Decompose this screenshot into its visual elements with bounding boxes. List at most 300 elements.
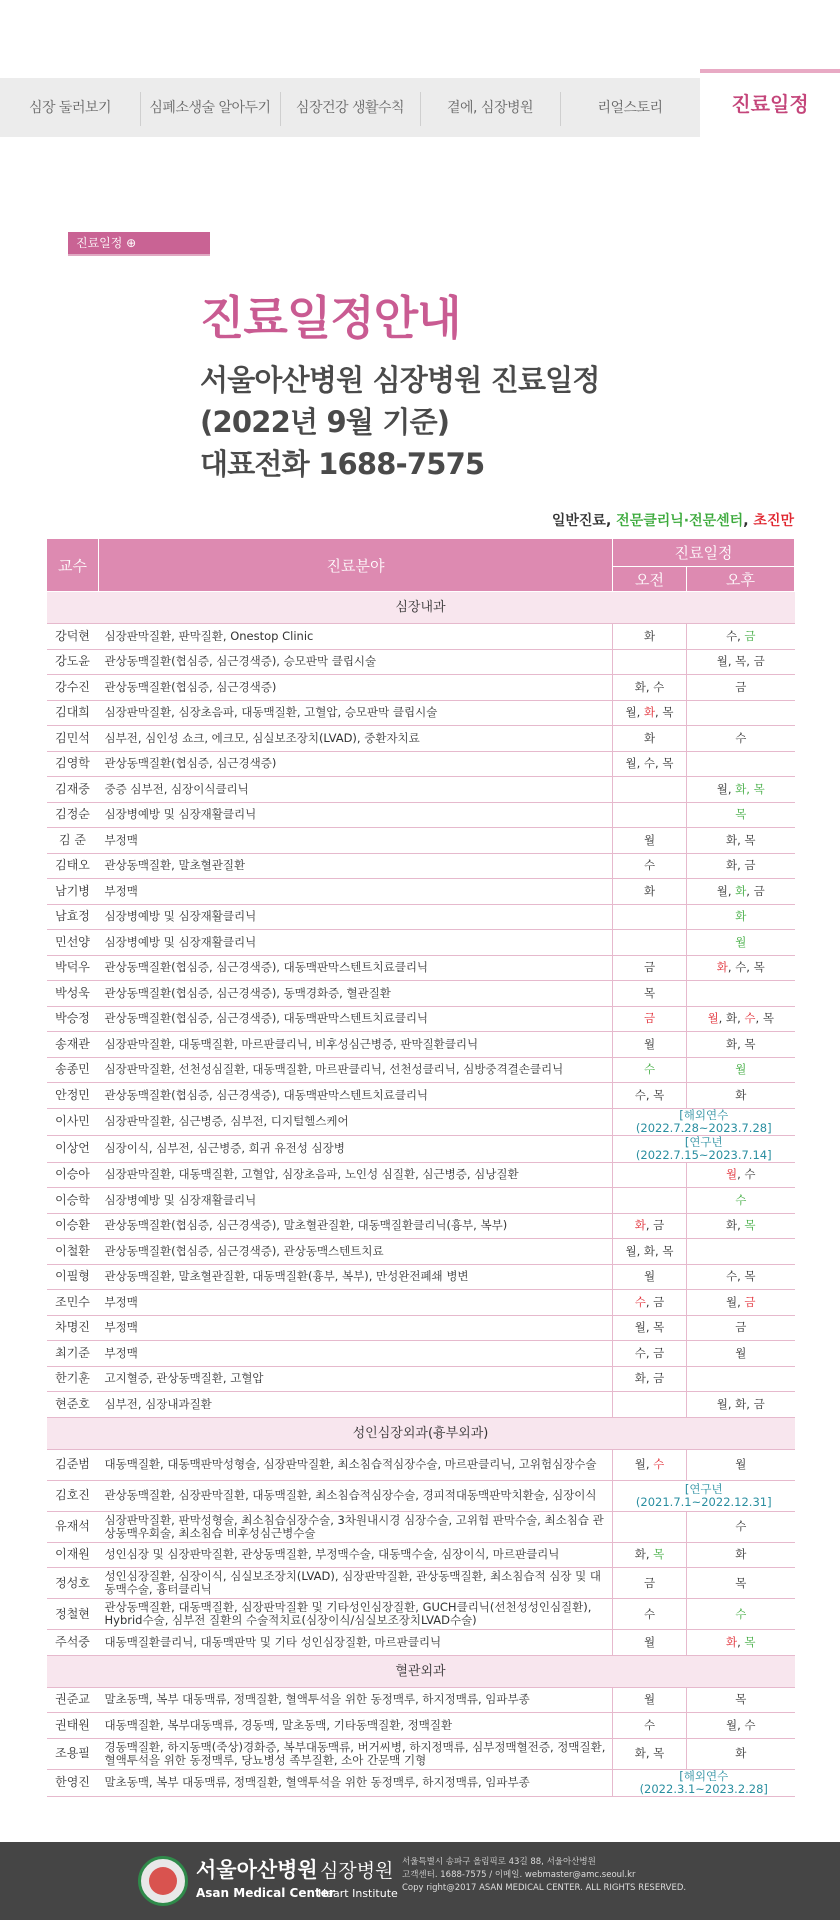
pm-schedule <box>687 828 795 854</box>
specialty-field: 관상동맥질환(협심증, 심근경색증), 승모판막 클립시술 <box>99 649 613 675</box>
table-row <box>47 904 795 930</box>
am-schedule <box>613 624 687 650</box>
leave-status: [연구년(2022.7.15~2023.7.14] <box>613 1135 795 1162</box>
professor-name[interactable]: 김준범 <box>47 1449 99 1480</box>
table-row <box>47 1341 795 1367</box>
hospital-logo-icon <box>138 1856 188 1906</box>
specialty-field: 관상동맥질환(협심증, 심근경색증) <box>99 751 613 777</box>
specialty-field: 심부전, 심장내과질환 <box>99 1392 613 1418</box>
professor-name[interactable]: 박덕우 <box>47 955 99 981</box>
am-schedule <box>613 1006 687 1032</box>
schedule-day: , 목 <box>755 1011 774 1026</box>
schedule-day: 월 <box>643 1692 656 1707</box>
specialty-field: 부정맥 <box>99 828 613 854</box>
am-schedule <box>613 1392 687 1418</box>
professor-name[interactable]: 김 준 <box>47 828 99 854</box>
schedule-day: 월 <box>735 1345 747 1360</box>
schedule-day: 수, 금 <box>634 1345 665 1360</box>
schedule-day: 월 <box>643 1036 656 1051</box>
pm-schedule <box>687 1162 795 1188</box>
professor-name[interactable]: 정철현 <box>47 1599 99 1630</box>
professor-name[interactable]: 이사민 <box>47 1108 99 1135</box>
am-schedule <box>613 1687 687 1713</box>
header-schedule: 진료일정 <box>613 539 795 567</box>
am-schedule <box>613 1032 687 1058</box>
professor-name[interactable]: 조민수 <box>47 1290 99 1316</box>
legend-general: 일반진료 <box>551 513 606 529</box>
am-schedule <box>613 1449 687 1480</box>
schedule-day: 월, <box>716 883 736 898</box>
schedule-day: , <box>737 1634 745 1649</box>
pm-schedule <box>687 1290 795 1316</box>
am-schedule <box>613 930 687 956</box>
specialty-field: 관상동맥질환(협심증, 심근경색증), 대동맥판막스텐트치료클리닉 <box>99 1006 613 1032</box>
professor-name[interactable]: 안정민 <box>47 1083 99 1109</box>
table-row <box>47 1315 795 1341</box>
professor-name[interactable]: 박승정 <box>47 1006 99 1032</box>
nav-tab-heart-health[interactable]: 심장건강 생활수칙 <box>295 100 405 116</box>
schedule-day: 월, 목 <box>634 1320 665 1335</box>
table-row <box>47 955 795 981</box>
specialty-field: 심부전, 심인성 쇼크, 에크모, 심실보조장치(LVAD), 중환자치료 <box>99 726 613 752</box>
footer-info <box>402 1856 686 1895</box>
schedule-day: 월, <box>716 781 736 796</box>
schedule-day: , 수, 목 <box>727 960 765 975</box>
pm-schedule <box>687 802 795 828</box>
professor-name[interactable]: 송재관 <box>47 1032 99 1058</box>
professor-name[interactable]: 이승환 <box>47 1213 99 1239</box>
footer-hospital-name: 서울아산병원 <box>196 1858 318 1882</box>
breadcrumb-underline <box>68 254 210 256</box>
schedule-day: 화, 목 <box>725 1036 756 1051</box>
header-am: 오전 <box>613 567 687 592</box>
pm-schedule <box>687 930 795 956</box>
professor-name[interactable]: 이재원 <box>47 1542 99 1568</box>
schedule-day: 월 <box>735 1457 747 1471</box>
schedule-day: 수 <box>643 1062 656 1077</box>
professor-name[interactable]: 이승학 <box>47 1188 99 1214</box>
specialty-field: 관상동맥질환(협심증, 심근경색증), 동맥경화증, 혈관질환 <box>99 981 613 1007</box>
table-row <box>47 1108 795 1135</box>
professor-name[interactable]: 현준호 <box>47 1392 99 1418</box>
professor-name[interactable]: 김태오 <box>47 853 99 879</box>
header-pm: 오후 <box>687 567 795 592</box>
schedule-day: 수, 목 <box>725 1269 756 1284</box>
am-schedule <box>613 802 687 828</box>
schedule-day: 월 <box>735 1062 747 1077</box>
table-row <box>47 828 795 854</box>
schedule-day: 수 <box>653 1457 665 1471</box>
specialty-field: 관상동맥질환(협심증, 심근경색증), 관상동맥스텐트치료 <box>99 1239 613 1265</box>
am-schedule <box>613 777 687 803</box>
professor-name[interactable]: 김재중 <box>47 777 99 803</box>
schedule-day: , 목 <box>655 705 674 720</box>
schedule-day: 월, 화, 금 <box>716 1396 765 1411</box>
specialty-field: 관상동맥질환, 말초혈관질환 <box>99 853 613 879</box>
header-field: 진료분야 <box>99 539 613 592</box>
section-title: 혈관외과 <box>47 1655 795 1687</box>
professor-name[interactable]: 김호진 <box>47 1480 99 1511</box>
specialty-field: 심장판막질환, 판막성형술, 최소침습심장수술, 3차원내시경 심장수술, 고위험 판막수술, 최소침습 관상동맥우회술, 최소침습 비후성심근병수술 <box>99 1511 613 1542</box>
specialty-field: 부정맥 <box>99 1290 613 1316</box>
table-row <box>47 1542 795 1568</box>
schedule-day: 목 <box>643 985 656 1000</box>
am-schedule <box>613 879 687 905</box>
section-header-row <box>47 1417 795 1449</box>
nav-tab-beside-heart-hospital[interactable]: 곁에, 심장병원 <box>446 100 534 116</box>
page-title: 진료일정안내 <box>200 291 461 345</box>
specialty-field: 심장판막질환, 심근병증, 심부전, 디지털헬스케어 <box>99 1108 613 1135</box>
specialty-field: 대동맥질환, 복부대동맥류, 경동맥, 말초동맥, 기타동맥질환, 정맥질환 <box>99 1713 613 1739</box>
am-schedule <box>613 649 687 675</box>
footer-dept-name-en: Heart Institute <box>318 1887 398 1900</box>
schedule-day: 수 <box>634 1294 646 1309</box>
schedule-day: 금 <box>744 1294 756 1309</box>
specialty-field: 관상동맥질환, 심장판막질환, 대동맥질환, 최소침습적심장수술, 경피적대동맥판막치환술, 심장이식 <box>99 1480 613 1511</box>
table-row <box>47 1449 795 1480</box>
am-schedule <box>613 828 687 854</box>
schedule-day: , 금 <box>746 883 765 898</box>
specialty-field: 심장판막질환, 대동맥질환, 고혈압, 심장초음파, 노인성 심질환, 심근병증, 심낭질환 <box>99 1162 613 1188</box>
table-row <box>47 1057 795 1083</box>
schedule-day: 월, <box>725 1294 745 1309</box>
pm-schedule <box>687 879 795 905</box>
schedule-day: 금 <box>735 679 747 694</box>
pm-schedule <box>687 981 795 1007</box>
schedule-day: 화, <box>634 1547 654 1562</box>
specialty-field: 성인심장 및 심장판막질환, 관상동맥질환, 부정맥수술, 대동맥수술, 심장이식, 마르판클리닉 <box>99 1542 613 1568</box>
table-row <box>47 675 795 701</box>
specialty-field: 관상동맥질환(협심증, 심근경색증), 말초혈관질환, 대동맥질환클리닉(흉부, 복부) <box>99 1213 613 1239</box>
schedule-day: 월 <box>735 934 747 949</box>
breadcrumb[interactable]: 진료일정 ⊕ <box>68 232 210 254</box>
am-schedule <box>613 1057 687 1083</box>
table-row <box>47 1290 795 1316</box>
pm-schedule <box>687 1032 795 1058</box>
schedule-day: 월 <box>643 1269 656 1284</box>
professor-name[interactable]: 한영진 <box>47 1769 99 1796</box>
schedule-day: 수, <box>725 628 745 643</box>
schedule-day: 월 <box>707 1011 719 1026</box>
am-schedule <box>613 904 687 930</box>
nav-tab-heart-tour[interactable]: 심장 둘러보기 <box>28 100 112 116</box>
pm-schedule <box>687 1315 795 1341</box>
professor-name[interactable]: 이철환 <box>47 1239 99 1265</box>
table-row <box>47 1738 795 1769</box>
schedule-day: 목 <box>653 1547 665 1562</box>
am-schedule <box>613 853 687 879</box>
schedule-day: 월 <box>643 1634 656 1649</box>
professor-name[interactable]: 강덕현 <box>47 624 99 650</box>
table-row <box>47 1239 795 1265</box>
specialty-field: 중증 심부전, 심장이식클리닉 <box>99 777 613 803</box>
schedule-day: 금 <box>744 628 756 643</box>
schedule-day: 화 <box>735 1746 747 1760</box>
specialty-field: 경동맥질환, 하지동맥(죽상)경화증, 복부대동맥류, 버거씨병, 하지정맥류, 심부정맥혈전증, 정맥질환, 혈액투석을 위한 동정맥루, 당뇨병성 족부질환, 소아 간문맥 기형 <box>99 1738 613 1769</box>
schedule-day: 월 <box>643 832 656 847</box>
am-schedule <box>613 955 687 981</box>
nav-tab-real-story[interactable]: 리얼스토리 <box>597 100 663 116</box>
am-schedule <box>613 1083 687 1109</box>
schedule-day: 수, 목 <box>634 1087 665 1102</box>
specialty-field: 대동맥질환, 대동맥판막성형술, 심장판막질환, 최소침습적심장수술, 마르판클리닉, 고위험심장수술 <box>99 1449 613 1480</box>
specialty-field: 대동맥질환클리닉, 대동맥판막 및 기타 성인심장질환, 마르판클리닉 <box>99 1630 613 1656</box>
footer-dept-name: 심장병원 <box>320 1860 394 1882</box>
footer <box>0 1842 840 1920</box>
schedule-day: 월 <box>725 1167 738 1182</box>
section-title: 성인심장외과(흉부외과) <box>47 1417 795 1449</box>
schedule-day: 화, 목 <box>725 832 756 847</box>
table-row <box>47 981 795 1007</box>
schedule-day: 수 <box>643 1717 656 1732</box>
specialty-field: 관상동맥질환, 말초혈관질환, 대동맥질환(흉부, 복부), 만성완전폐쇄 병변 <box>99 1264 613 1290</box>
table-row <box>47 700 795 726</box>
specialty-field: 심장판막질환, 판막질환, Onestop Clinic <box>99 624 613 650</box>
pm-schedule <box>687 700 795 726</box>
table-row <box>47 777 795 803</box>
professor-name[interactable]: 한기훈 <box>47 1366 99 1392</box>
am-schedule <box>613 1738 687 1769</box>
schedule-day: , 수 <box>737 1167 756 1182</box>
schedule-day: 화 <box>735 1547 747 1562</box>
table-row <box>47 1264 795 1290</box>
professor-name[interactable]: 박성욱 <box>47 981 99 1007</box>
schedule-table <box>46 538 795 1797</box>
pm-schedule <box>687 649 795 675</box>
pm-schedule <box>687 853 795 879</box>
specialty-field: 관상동맥질환(협심증, 심근경색증) <box>99 675 613 701</box>
pm-schedule <box>687 1264 795 1290</box>
pm-schedule <box>687 1341 795 1367</box>
leave-status: [연구년(2021.7.1~2022.12.31] <box>613 1480 795 1511</box>
schedule-day: 화 <box>643 628 656 643</box>
schedule-day: , 금 <box>645 1294 665 1309</box>
pm-schedule <box>687 1449 795 1480</box>
schedule-day: 월, 목, 금 <box>716 654 765 669</box>
schedule-day: 수 <box>643 1606 656 1621</box>
specialty-field: 심장병예방 및 심장재활클리닉 <box>99 930 613 956</box>
schedule-day: 월, 수 <box>725 1717 756 1732</box>
schedule-day: 화 <box>634 1218 646 1233</box>
schedule-day: 수 <box>735 730 747 745</box>
subtitle-date: (2022년 9월 기준) <box>200 405 450 439</box>
am-schedule <box>613 1366 687 1392</box>
schedule-day: 수 <box>744 1011 756 1026</box>
pm-schedule <box>687 1599 795 1630</box>
table-row <box>47 1687 795 1713</box>
table-row <box>47 1366 795 1392</box>
table-row <box>47 1392 795 1418</box>
schedule-day: 목 <box>744 1218 756 1233</box>
schedule-day: 목 <box>744 1634 756 1649</box>
pm-schedule <box>687 1738 795 1769</box>
specialty-field: 심장판막질환, 대동맥질환, 마르판클리닉, 비후성심근병증, 판막질환클리닉 <box>99 1032 613 1058</box>
table-row <box>47 624 795 650</box>
table-row <box>47 1032 795 1058</box>
pm-schedule <box>687 1083 795 1109</box>
schedule-day: 화 <box>735 909 747 924</box>
am-schedule <box>613 1713 687 1739</box>
nav-tab-schedule-active[interactable]: 진료일정 <box>700 69 840 137</box>
professor-name[interactable]: 남기병 <box>47 879 99 905</box>
subtitle-hospital: 서울아산병원 심장병원 진료일정 <box>200 363 600 397</box>
professor-name[interactable]: 김민석 <box>47 726 99 752</box>
specialty-field: 심장이식, 심부전, 심근병증, 희귀 유전성 심장병 <box>99 1135 613 1162</box>
footer-address: 서울특별시 송파구 올림픽로 43길 88, 서울아산병원 <box>402 1857 596 1867</box>
table-row <box>47 1213 795 1239</box>
footer-copyright: Copy right@2017 ASAN MEDICAL CENTER. ALL RIGHTS RESERVED. <box>402 1883 687 1893</box>
nav-tab-cpr[interactable]: 심폐소생술 알아두기 <box>149 100 271 116</box>
am-schedule <box>613 700 687 726</box>
am-schedule <box>613 1239 687 1265</box>
am-schedule <box>613 1290 687 1316</box>
schedule-day: 금 <box>643 1011 656 1026</box>
specialty-field: 성인심장질환, 심장이식, 심실보조장치(LVAD), 심장판막질환, 관상동맥질환, 최소침습적 심장 및 대동맥수술, 흉터클리닉 <box>99 1568 613 1599</box>
pm-schedule <box>687 1630 795 1656</box>
pm-schedule <box>687 675 795 701</box>
professor-name[interactable]: 강도윤 <box>47 649 99 675</box>
legend-clinic: 전문클리닉·전문센터 <box>616 513 744 529</box>
schedule-day: 수 <box>643 858 656 873</box>
professor-name[interactable]: 최기준 <box>47 1341 99 1367</box>
table-row <box>47 1480 795 1511</box>
specialty-field: 고지혈증, 관상동맥질환, 고혈압 <box>99 1366 613 1392</box>
pm-schedule <box>687 1213 795 1239</box>
am-schedule <box>613 1568 687 1599</box>
section-header-row <box>47 592 795 624</box>
schedule-day: 화, 목 <box>634 1746 665 1760</box>
specialty-field: 심장판막질환, 심장초음파, 대동맥질환, 고혈압, 승모판막 클립시술 <box>99 700 613 726</box>
schedule-day: 화, <box>725 1218 745 1233</box>
specialty-field: 부정맥 <box>99 1315 613 1341</box>
professor-name[interactable]: 이승아 <box>47 1162 99 1188</box>
legend: 일반진료, 전문클리닉·전문센터, 초진만 <box>551 513 794 529</box>
specialty-field: 부정맥 <box>99 879 613 905</box>
schedule-day: 월, 수, 목 <box>625 756 674 771</box>
professor-name[interactable]: 송종민 <box>47 1057 99 1083</box>
schedule-day: 수 <box>735 1606 747 1621</box>
pm-schedule <box>687 955 795 981</box>
pm-schedule <box>687 1006 795 1032</box>
professor-name[interactable]: 이상언 <box>47 1135 99 1162</box>
table-row <box>47 1135 795 1162</box>
professor-name[interactable]: 민선양 <box>47 930 99 956</box>
specialty-field: 심장병예방 및 심장재활클리닉 <box>99 904 613 930</box>
schedule-day: , 금 <box>645 1218 665 1233</box>
schedule-day: 월, 화, 목 <box>625 1243 674 1258</box>
am-schedule <box>613 1542 687 1568</box>
am-schedule <box>613 1315 687 1341</box>
specialty-field: 심장병예방 및 심장재활클리닉 <box>99 1188 613 1214</box>
schedule-day: 화 <box>643 705 656 720</box>
pm-schedule <box>687 1392 795 1418</box>
pm-schedule <box>687 777 795 803</box>
schedule-day: 금 <box>735 1320 747 1335</box>
table-row <box>47 879 795 905</box>
table-row <box>47 930 795 956</box>
am-schedule <box>613 726 687 752</box>
table-row <box>47 853 795 879</box>
schedule-day: 화, 금 <box>634 1371 665 1386</box>
table-row <box>47 1630 795 1656</box>
schedule-day: 화 <box>735 1087 747 1102</box>
professor-name[interactable]: 권태원 <box>47 1713 99 1739</box>
pm-schedule <box>687 1568 795 1599</box>
top-navigation <box>0 78 840 137</box>
schedule-day: 월, <box>634 1457 654 1471</box>
am-schedule <box>613 1188 687 1214</box>
schedule-day: 화 <box>725 1634 738 1649</box>
professor-name[interactable]: 강수진 <box>47 675 99 701</box>
schedule-day: 화, 목 <box>735 781 765 796</box>
specialty-field: 부정맥 <box>99 1341 613 1367</box>
professor-name[interactable]: 남효정 <box>47 904 99 930</box>
am-schedule <box>613 751 687 777</box>
pm-schedule <box>687 726 795 752</box>
schedule-day: 화 <box>643 730 656 745</box>
table-row <box>47 1568 795 1599</box>
pm-schedule <box>687 1366 795 1392</box>
pm-schedule <box>687 1713 795 1739</box>
professor-name[interactable]: 김영학 <box>47 751 99 777</box>
footer-hospital-name-en: Asan Medical Center <box>196 1886 335 1900</box>
am-schedule <box>613 675 687 701</box>
schedule-day: 금 <box>643 1575 656 1590</box>
professor-name[interactable]: 정성호 <box>47 1568 99 1599</box>
schedule-day: 목 <box>735 1575 747 1590</box>
am-schedule <box>613 1162 687 1188</box>
schedule-day: 월, <box>625 705 644 720</box>
table-row <box>47 1713 795 1739</box>
am-schedule <box>613 1511 687 1542</box>
schedule-day: 금 <box>643 960 656 975</box>
am-schedule <box>613 1264 687 1290</box>
am-schedule <box>613 1341 687 1367</box>
table-row <box>47 649 795 675</box>
table-row <box>47 751 795 777</box>
footer-contact: 고객센터. 1688-7575 / 이메일. webmaster@amc.seoul.kr <box>402 1870 636 1880</box>
professor-name[interactable]: 조용필 <box>47 1738 99 1769</box>
specialty-field: 관상동맥질환(협심증, 심근경색증), 대동맥판막스텐트치료클리닉 <box>99 1083 613 1109</box>
professor-name[interactable]: 김대희 <box>47 700 99 726</box>
professor-name[interactable]: 유재석 <box>47 1511 99 1542</box>
professor-name[interactable]: 이필형 <box>47 1264 99 1290</box>
professor-name[interactable]: 주석중 <box>47 1630 99 1656</box>
schedule-day: 목 <box>735 807 747 822</box>
pm-schedule <box>687 751 795 777</box>
pm-schedule <box>687 624 795 650</box>
schedule-day: 화 <box>716 960 728 975</box>
pm-schedule <box>687 904 795 930</box>
professor-name[interactable]: 권준교 <box>47 1687 99 1713</box>
schedule-day: 화 <box>643 883 656 898</box>
schedule-day: , 화, <box>718 1011 745 1026</box>
table-row <box>47 1599 795 1630</box>
schedule-day: 목 <box>735 1692 747 1707</box>
table-row <box>47 1162 795 1188</box>
table-row <box>47 726 795 752</box>
specialty-field: 관상동맥질환, 대동맥질환, 심장판막질환 및 기타성인심장질환, GUCH클리닉(선천성성인심질환), Hybrid수술, 심부전 질환의 수술적치료(심장이식/심실보조장치LVAD수술) <box>99 1599 613 1630</box>
am-schedule <box>613 981 687 1007</box>
pm-schedule <box>687 1687 795 1713</box>
schedule-day: 화, 수 <box>634 679 665 694</box>
pm-schedule <box>687 1542 795 1568</box>
specialty-field: 심장병예방 및 심장재활클리닉 <box>99 802 613 828</box>
specialty-field: 관상동맥질환(협심증, 심근경색증), 대동맥판막스텐트치료클리닉 <box>99 955 613 981</box>
professor-name[interactable]: 차명진 <box>47 1315 99 1341</box>
professor-name[interactable]: 김정순 <box>47 802 99 828</box>
leave-status: [해외연수(2022.3.1~2023.2.28] <box>613 1769 795 1796</box>
